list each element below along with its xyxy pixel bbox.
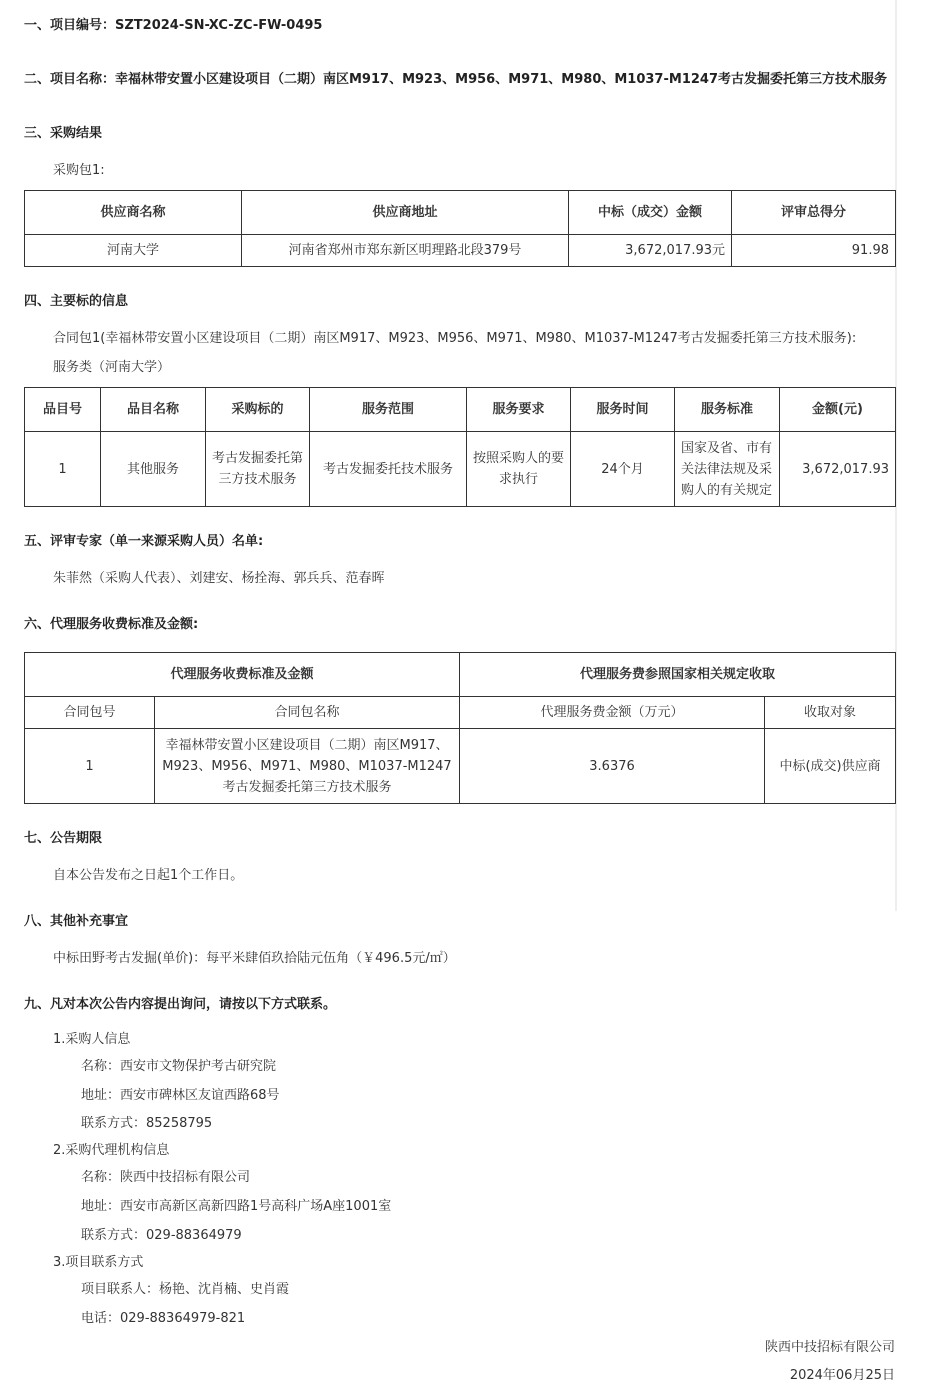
header-cell: 服务标准 — [675, 388, 780, 432]
section-main-subject: 四、主要标的信息 — [24, 294, 129, 309]
supplier-name: 河南大学 — [25, 235, 242, 267]
purchaser-contact: 联系方式：85258795 — [81, 1116, 213, 1131]
header-cell: 品目号 — [25, 388, 101, 432]
header-cell: 服务要求 — [467, 388, 571, 432]
contract-package-number: 1 — [25, 729, 155, 804]
result-table — [24, 190, 896, 267]
table-row — [25, 235, 896, 267]
table-row — [25, 729, 896, 804]
header-cell: 服务时间 — [571, 388, 675, 432]
supplementary-text: 中标田野考古发掘(单价)：每平米肆佰玖拾陆元伍角（￥496.5元/㎡） — [53, 951, 456, 966]
review-score: 91.98 — [732, 235, 896, 267]
project-contact-phone: 电话：029-88364979-821 — [81, 1311, 246, 1326]
section-agency-fee: 六、代理服务收费标准及金额: — [24, 617, 199, 632]
service-requirement: 按照采购人的要求执行 — [467, 432, 571, 507]
procurement-subject: 考古发掘委托第三方技术服务 — [206, 432, 310, 507]
service-time: 24个月 — [571, 432, 675, 507]
header-cell: 代理服务费金额（万元） — [460, 697, 765, 729]
header-cell: 金额(元) — [780, 388, 896, 432]
section-project-number: 一、项目编号：SZT2024-SN-XC-ZC-FW-0495 — [24, 18, 323, 33]
header-cell: 收取对象 — [765, 697, 896, 729]
header-cell: 采购标的 — [206, 388, 310, 432]
section-supplementary: 八、其他补充事宜 — [24, 914, 129, 929]
contract-package-line: 合同包1(幸福林带安置小区建设项目（二期）南区M917、M923、M956、M971、M980、M1037-M1247考古发掘委托第三方技术服务): — [53, 331, 857, 346]
footer-date: 2024年06月25日 — [789, 1368, 895, 1383]
header-cell: 代理服务费参照国家相关规定收取 — [460, 653, 896, 697]
award-amount: 3,672,017.93元 — [569, 235, 732, 267]
item-name: 其他服务 — [101, 432, 206, 507]
section-procurement-result: 三、采购结果 — [24, 126, 103, 141]
item-number: 1 — [25, 432, 101, 507]
notice-period-text: 自本公告发布之日起1个工作日。 — [53, 868, 244, 883]
table-header-row — [25, 388, 896, 432]
table-header-row — [25, 697, 896, 729]
project-contact-people: 项目联系人：杨艳、沈肖楠、史肖霞 — [81, 1282, 290, 1297]
purchaser-name: 名称：西安市文物保护考古研究院 — [81, 1059, 277, 1074]
section-experts: 五、评审专家（单一来源采购人员）名单: — [24, 534, 264, 549]
table-row — [25, 432, 896, 507]
header-cell: 评审总得分 — [732, 191, 896, 235]
table-header-row — [25, 191, 896, 235]
header-cell: 服务范围 — [310, 388, 467, 432]
contract-package-name: 幸福林带安置小区建设项目（二期）南区M917、M923、M956、M971、M980、M1037-M1247考古发掘委托第三方技术服务 — [155, 729, 460, 804]
fee-table — [24, 652, 896, 804]
header-cell: 代理服务收费标准及金额 — [25, 653, 460, 697]
service-scope: 考古发掘委托技术服务 — [310, 432, 467, 507]
purchaser-info-heading: 1.采购人信息 — [53, 1032, 131, 1047]
agency-fee-amount: 3.6376 — [460, 729, 765, 804]
fee-payer: 中标(成交)供应商 — [765, 729, 896, 804]
package-label: 采购包1: — [53, 163, 105, 178]
service-standard: 国家及省、市有关法律法规及采购人的有关规定 — [675, 432, 780, 507]
section-project-name: 二、项目名称：幸福林带安置小区建设项目（二期）南区M917、M923、M956、M971、M980、M1037-M1247考古发掘委托第三方技术服务 — [24, 72, 887, 87]
section-notice-period: 七、公告期限 — [24, 831, 103, 846]
header-cell: 供应商名称 — [25, 191, 242, 235]
section-contact: 九、凡对本次公告内容提出询问，请按以下方式联系。 — [24, 997, 337, 1012]
header-cell: 供应商地址 — [242, 191, 569, 235]
agency-address: 地址：西安市高新区高新四路1号高科广场A座1001室 — [81, 1199, 392, 1214]
purchaser-address: 地址：西安市碑林区友谊西路68号 — [81, 1088, 280, 1103]
header-cell: 合同包名称 — [155, 697, 460, 729]
header-cell: 中标（成交）金额 — [569, 191, 732, 235]
agency-name: 名称：陕西中技招标有限公司 — [81, 1170, 251, 1185]
agency-info-heading: 2.采购代理机构信息 — [53, 1143, 170, 1158]
agency-contact: 联系方式：029-88364979 — [81, 1228, 242, 1243]
subject-table — [24, 387, 896, 507]
header-cell: 品目名称 — [101, 388, 206, 432]
table-top-header-row — [25, 653, 896, 697]
header-cell: 合同包号 — [25, 697, 155, 729]
experts-list: 朱菲然（采购人代表）、刘建安、杨拴海、郭兵兵、范春晖 — [53, 571, 385, 586]
supplier-address: 河南省郑州市郑东新区明理路北段379号 — [242, 235, 569, 267]
amount: 3,672,017.93 — [780, 432, 896, 507]
service-type-line: 服务类（河南大学） — [53, 360, 171, 375]
project-contact-heading: 3.项目联系方式 — [53, 1255, 144, 1270]
footer-company: 陕西中技招标有限公司 — [764, 1340, 895, 1355]
